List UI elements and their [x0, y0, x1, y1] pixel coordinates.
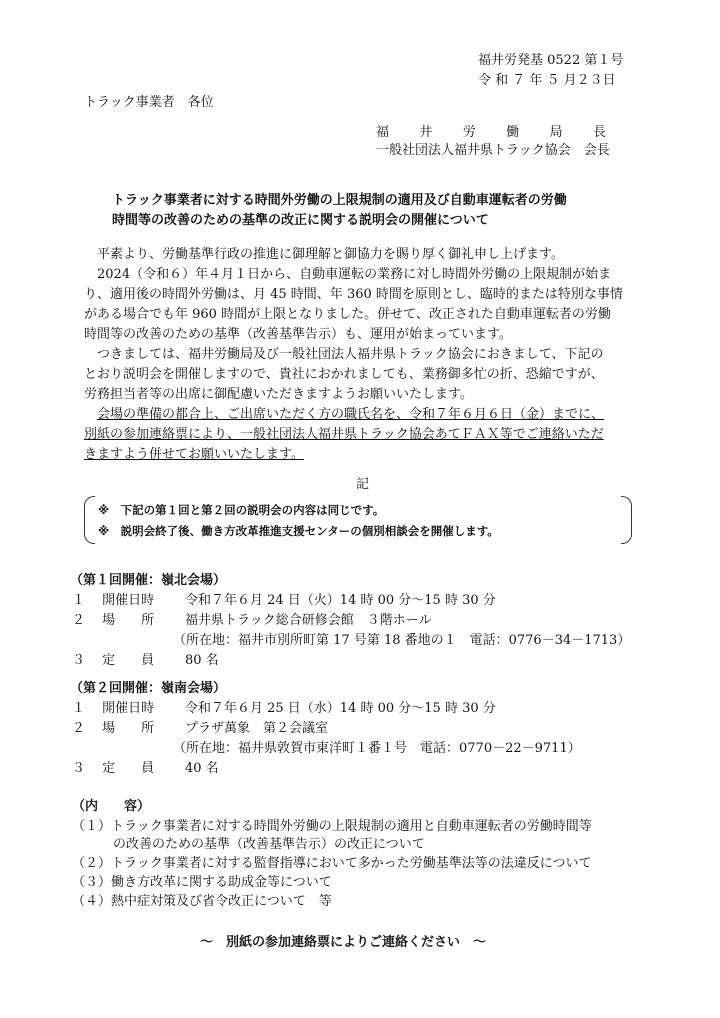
left-bracket [84, 496, 95, 544]
session-1-capacity-value: 80 名 [185, 653, 219, 668]
session-1-date-value: 令和７年６月 24 日（火）14 時 00 分～15 時 30 分 [185, 593, 496, 608]
sender-1-char: 労 [462, 125, 476, 140]
sender-1-char: 局 [549, 125, 563, 140]
title-line-1: トラック事業者に対する時間外労働の上限規制の適用及び自動車運転者の労働 [112, 193, 567, 208]
body-underlined-line: 会場の準備の都合上、ご出席いただく方の職氏名を、令和７年６月６日（金）までに、 [97, 407, 605, 422]
session-2-address: （所在地：福井県敦賀市東洋町１番１号 電話：0770－22－9711） [173, 741, 581, 756]
notes-box [84, 496, 632, 544]
session-1-venue-value: 福井県トラック総合研修会館 ３階ホール [185, 613, 432, 628]
sender-2: 一般社団法人福井県トラック協会 会長 [376, 143, 610, 158]
body-line: 時間等の改善のための基準（改善基準告示）も、運用が始まっています。 [84, 327, 512, 342]
body-line: とおり説明会を開催しますので、貴社におかれましても、業務御多忙の折、恐縮ですが、 [84, 367, 604, 382]
footer-note: ～ 別紙の参加連絡票によりご連絡ください ～ [200, 935, 487, 950]
sender-1-char: 福 [376, 125, 390, 140]
body-underlined-line: きますよう併せてお願いいたします。 [84, 447, 304, 462]
session-2-capacity-value: 40 名 [185, 761, 219, 776]
session-2-venue-label: ２ 場 所 [72, 721, 155, 736]
ki-label: 記 [356, 477, 370, 492]
session-2-heading: （第２回開催：嶺南会場） [70, 681, 227, 696]
contents-item: （４）熱中症対策及び省令改正について 等 [72, 894, 332, 909]
sender-1 [376, 124, 606, 142]
recipient: トラック事業者 各位 [84, 95, 214, 110]
session-2-date-value: 令和７年６月 25 日（水）14 時 00 分～15 時 30 分 [185, 701, 496, 716]
contents-item-continuation: の改善のための基準（改善基準告示）の改正について [113, 837, 425, 852]
session-1-date-label: １ 開催日時 [72, 593, 155, 608]
contents-heading: （内 容） [72, 799, 151, 814]
document-number: 福井労発基 0522 第１号 [478, 53, 624, 68]
document-date: 令 和 ７ 年 ５ 月２３日 [478, 73, 616, 88]
sender-1-char: 井 [419, 125, 433, 140]
session-2-venue-value: プラザ萬象 第２会議室 [185, 721, 329, 736]
body-line: 2024（令和６）年４月１日から、自動車運転の業務に対し時間外労働の上限規制が始ま [97, 267, 612, 282]
note-item: ※ 下記の第１回と第２回の説明会の内容は同じです。 [98, 503, 385, 517]
body-line: 労務担当者等の出席に御配慮いただきますようお願いいたします。 [84, 387, 473, 402]
sender-1-char: 働 [506, 125, 520, 140]
body-line: 平素より、労働基準行政の推進に御理解と御協力を賜り厚く御礼申し上げます。 [97, 247, 564, 262]
contents-item: （１）トラック事業者に対する時間外労働の上限規制の適用と自動車運転者の労働時間等 [72, 819, 592, 834]
session-1-capacity-label: ３ 定 員 [72, 653, 155, 668]
body-line: がある場合でも年 960 時間が上限となりました。併せて、改正された自動車運転者の労働 [84, 307, 611, 322]
body-underlined-line: 別紙の参加連絡票により、一般社団法人福井県トラック協会あてＦＡＸ等でご連絡いただ [84, 427, 604, 442]
sender-1-char: 長 [592, 125, 606, 140]
contents-item: （２）トラック事業者に対する監督指導において多かった労働基準法等の法違反について [72, 856, 592, 871]
note-item: ※ 説明会終了後、働き方改革推進支援センターの個別相談会を開催します。 [98, 524, 499, 538]
session-1-heading: （第１回開催：嶺北会場） [70, 573, 227, 588]
session-2-capacity-label: ３ 定 員 [72, 761, 155, 776]
body-line: り、適用後の時間外労働は、月 45 時間、年 360 時間を原則とし、臨時的または特別な事情 [84, 287, 623, 302]
body-line: つきましては、福井労働局及び一般社団法人福井県トラック協会におきまして、下記の [97, 347, 604, 362]
title-line-2: 時間等の改善のための基準の改正に関する説明会の開催について [112, 213, 489, 228]
session-1-address: （所在地：福井市別所町第 17 号第 18 番地の１ 電話：0776－34－1713） [173, 633, 631, 648]
session-2-date-label: １ 開催日時 [72, 701, 155, 716]
session-1-venue-label: ２ 場 所 [72, 613, 155, 628]
contents-item: （３）働き方改革に関する助成金等について [72, 875, 332, 890]
right-bracket [621, 496, 632, 544]
